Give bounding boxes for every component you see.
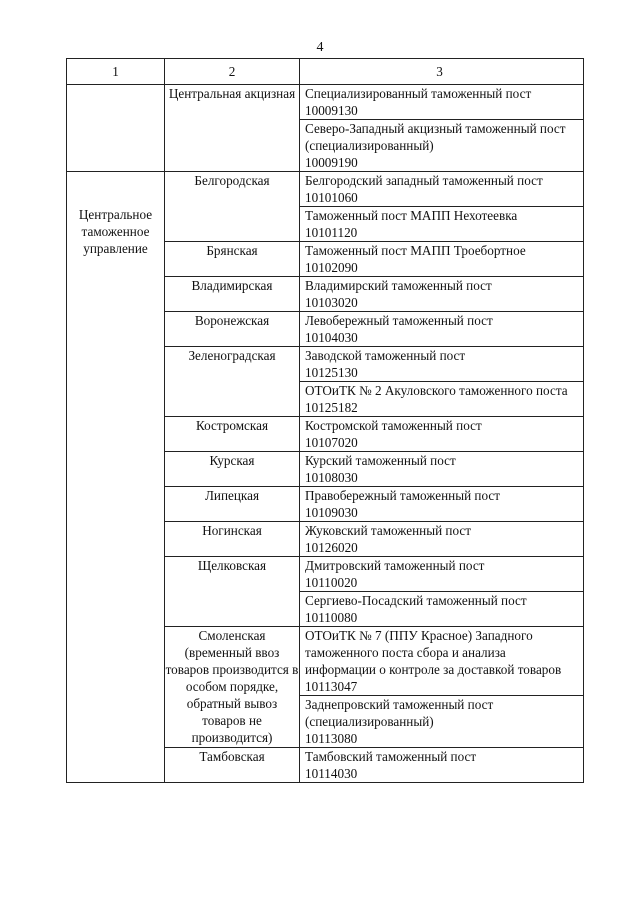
customs-post-cell [300,627,584,696]
region-name: Ногинская [202,523,262,538]
region-cell [165,487,300,522]
header-col-2: 2 [165,59,300,85]
customs-post-code: 10107020 [305,435,358,450]
customs-post-code: 10109030 [305,505,358,520]
region-cell [165,242,300,277]
customs-posts-table [66,58,584,783]
customs-post-name: Костромской таможенный пост [305,418,482,433]
region-name: Зеленоградская [188,348,276,363]
customs-post-code: 10101120 [305,225,358,240]
department-cell [67,85,165,172]
customs-post-cell [300,382,584,417]
customs-post-cell [300,207,584,242]
customs-post-code: 10103020 [305,295,358,310]
customs-post-cell [300,487,584,522]
customs-post-name: Специализированный таможенный пост [305,86,532,101]
region-name: Центральная акцизная [168,86,296,101]
region-name: Воронежская [194,313,270,328]
customs-post-name: Курский таможенный пост [305,453,456,468]
customs-post-cell [300,557,584,592]
department-cell [67,172,165,783]
region-name: Белгородская [194,173,270,188]
region-cell [165,627,300,748]
customs-post-cell [300,347,584,382]
customs-post-name: Правобережный таможенный пост [305,488,501,503]
region-name: Брянская [206,243,258,258]
region-cell [165,85,300,172]
customs-post-name: Заводской таможенный пост [305,348,466,363]
customs-post-cell [300,696,584,748]
customs-post-code: 10110020 [305,575,358,590]
customs-post-name: ОТОиТК № 7 (ППУ Красное) Западного таможенного поста сбора и анализа информации о контроле за доставкой товаров [305,628,562,677]
table-row [67,85,584,120]
customs-post-name: Тамбовский таможенный пост [305,749,477,764]
customs-post-code: 10125182 [305,400,358,415]
customs-post-name: Сергиево-Посадский таможенный пост [305,593,527,608]
region-cell [165,277,300,312]
customs-post-code: 10110080 [305,610,358,625]
region-name: Владимирская [191,278,273,293]
department-name: Центральное таможенное управление [78,207,153,256]
customs-post-code: 10108030 [305,470,358,485]
region-cell [165,417,300,452]
customs-post-code: 10113047 [305,679,358,694]
customs-post-code: 10009130 [305,103,358,118]
customs-post-cell [300,417,584,452]
customs-post-name: Владимирский таможенный пост [305,278,492,293]
customs-post-name: Заднепровский таможенный пост (специализированный) [305,697,494,729]
region-cell [165,748,300,783]
header-col-3: 3 [300,59,584,85]
region-cell [165,312,300,347]
customs-post-cell [300,748,584,783]
header-col-1: 1 [67,59,165,85]
customs-post-code: 10126020 [305,540,358,555]
customs-post-cell [300,592,584,627]
customs-post-code: 10009190 [305,155,358,170]
region-cell [165,452,300,487]
customs-post-name: Таможенный пост МАПП Троебортное [305,243,526,258]
customs-post-code: 10125130 [305,365,358,380]
region-name: Липецкая [204,488,260,503]
customs-post-name: Белгородский западный таможенный пост [305,173,543,188]
customs-post-cell [300,85,584,120]
region-name: Костромская [195,418,269,433]
customs-post-cell [300,242,584,277]
region-name: Курская [209,453,255,468]
customs-post-cell [300,522,584,557]
region-cell [165,557,300,627]
region-name: Смоленская (временный ввоз товаров производится в особом порядке, обратный вывоз товаров не производится) [165,628,299,745]
page-number: 4 [316,40,324,55]
customs-post-name: Таможенный пост МАПП Нехотеевка [305,208,518,223]
customs-post-name: Северо-Западный акцизный таможенный пост (специализированный) [305,121,566,153]
customs-post-cell [300,172,584,207]
customs-post-name: Левобережный таможенный пост [305,313,493,328]
customs-post-name: ОТОиТК № 2 Акуловского таможенного поста [305,383,568,398]
customs-post-code: 10113080 [305,731,358,746]
customs-post-cell [300,452,584,487]
region-cell [165,347,300,417]
customs-post-cell [300,120,584,172]
customs-post-cell [300,277,584,312]
table-header-row [67,59,584,85]
region-cell [165,172,300,242]
region-cell [165,522,300,557]
region-name: Щелковская [197,558,267,573]
region-name: Тамбовская [199,749,265,764]
customs-post-code: 10104030 [305,330,358,345]
customs-post-code: 10101060 [305,190,358,205]
customs-post-code: 10102090 [305,260,358,275]
customs-post-cell [300,312,584,347]
table-row [67,172,584,207]
customs-post-name: Жуковский таможенный пост [305,523,472,538]
customs-post-code: 10114030 [305,766,358,781]
customs-post-name: Дмитровский таможенный пост [305,558,485,573]
